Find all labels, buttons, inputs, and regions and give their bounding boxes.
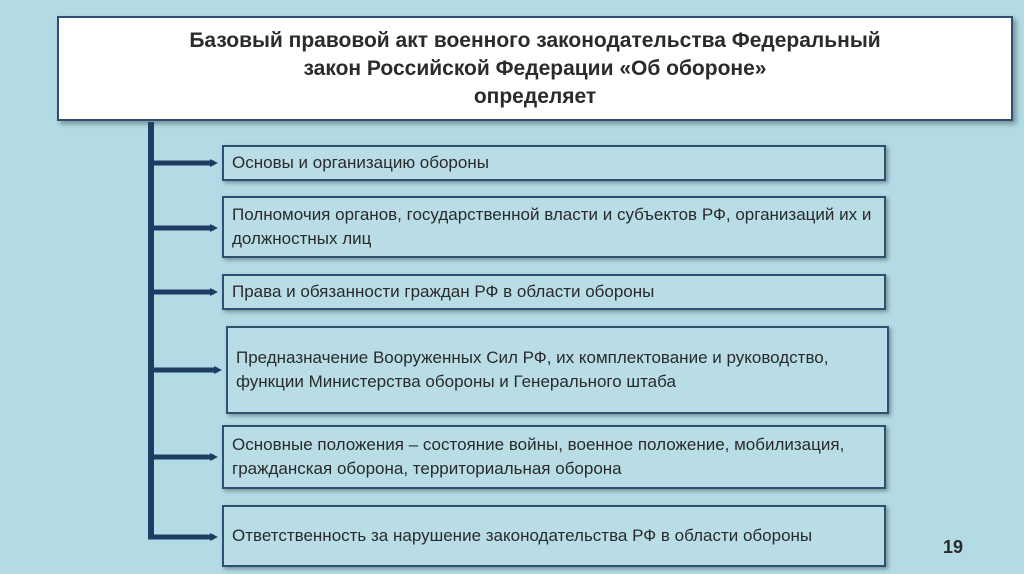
item-box-5 [222, 425, 886, 489]
header-line-1: Базовый правовой акт военного законодательства Федеральный [189, 28, 881, 52]
header-line-3: определяет [473, 84, 597, 108]
item-box-1 [222, 145, 886, 181]
page-number: 19 [943, 537, 964, 557]
item-text-6: Ответственность за нарушение законодательства РФ в области обороны [232, 526, 813, 545]
item-text-2: Полномочия органов, государственной власти и субъектов РФ, организаций их и должностных лиц [232, 205, 872, 248]
header-box [57, 16, 1013, 121]
item-text-3: Права и обязанности граждан РФ в области обороны [232, 282, 655, 301]
header-line-2: закон Российской Федерации «Об обороне» [303, 56, 767, 80]
item-box-4 [226, 326, 889, 414]
item-text-4: Предназначение Вооруженных Сил РФ, их комплектование и руководство, функции Министерства обороны и Генерального штаба [236, 348, 829, 391]
item-text-1: Основы и организацию обороны [232, 153, 489, 172]
item-box-2 [222, 196, 886, 258]
item-box-3 [222, 274, 886, 310]
item-box-6 [222, 505, 886, 567]
item-text-5: Основные положения – состояние войны, военное положение, мобилизация, гражданская оборона, территориальная оборона [232, 435, 845, 478]
